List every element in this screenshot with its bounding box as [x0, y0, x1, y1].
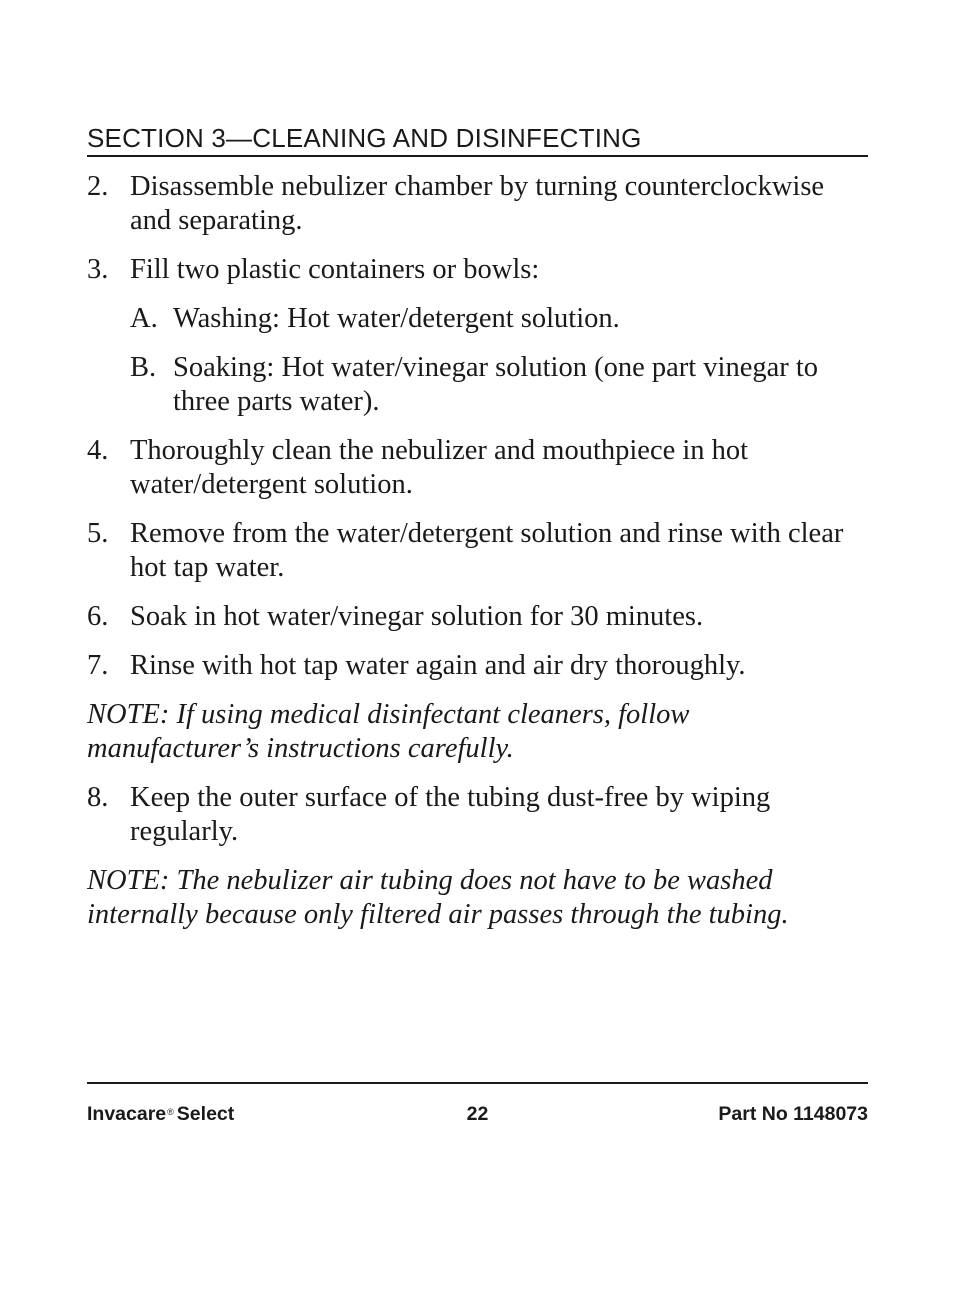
- item-number: 2.: [87, 171, 109, 202]
- note-disinfectant: NOTE: If using medical disinfectant cleaners, follow manufacturer’s instructions carefully.: [87, 699, 690, 764]
- item-text: Fill two plastic containers or bowls:: [130, 254, 540, 285]
- item-text: Thoroughly clean the nebulizer and mouthpiece in hot water/detergent solution.: [130, 435, 749, 500]
- item-number: 5.: [87, 518, 109, 549]
- note-tubing: NOTE: The nebulizer air tubing does not have to be washed internally because only filtered air passes through the tubing.: [87, 865, 789, 930]
- sub-item-letter: A.: [130, 303, 158, 334]
- brand-name: Invacare: [87, 1103, 167, 1125]
- sub-item-letter: B.: [130, 352, 157, 383]
- list-item: [87, 600, 868, 634]
- product-name: Select: [176, 1103, 235, 1125]
- item-text: Remove from the water/detergent solution and rinse with clear hot tap water.: [130, 518, 844, 583]
- list-item: [87, 253, 868, 287]
- list-item: [87, 649, 868, 683]
- section-heading: SECTION 3—CLEANING AND DISINFECTING: [87, 122, 868, 157]
- item-number: 7.: [87, 650, 109, 681]
- sub-item-text: Washing: Hot water/detergent solution.: [173, 303, 620, 334]
- registered-mark: ®: [167, 1107, 174, 1117]
- item-number: 8.: [87, 782, 109, 813]
- part-number: Part No 1148073: [718, 1103, 868, 1125]
- list-item: [87, 434, 868, 502]
- instructions-body: [87, 170, 868, 947]
- item-text: Rinse with hot tap water again and air dry thoroughly.: [130, 650, 746, 681]
- sub-list-item: [130, 351, 868, 419]
- sub-list-item: [130, 302, 868, 336]
- sub-item-text: Soaking: Hot water/vinegar solution (one part vinegar to three parts water).: [173, 352, 819, 417]
- item-text: Disassemble nebulizer chamber by turning counterclockwise and separating.: [130, 171, 825, 236]
- item-text: Keep the outer surface of the tubing dust-free by wiping regularly.: [130, 782, 771, 847]
- item-text: Soak in hot water/vinegar solution for 30 minutes.: [130, 601, 704, 632]
- page-number: 22: [466, 1103, 489, 1125]
- list-item: [87, 170, 868, 238]
- footer-divider: [87, 1082, 868, 1084]
- list-item: [87, 517, 868, 585]
- item-number: 4.: [87, 435, 109, 466]
- item-number: 3.: [87, 254, 109, 285]
- item-number: 6.: [87, 601, 109, 632]
- list-item: [87, 781, 868, 849]
- page-footer: [87, 1100, 868, 1128]
